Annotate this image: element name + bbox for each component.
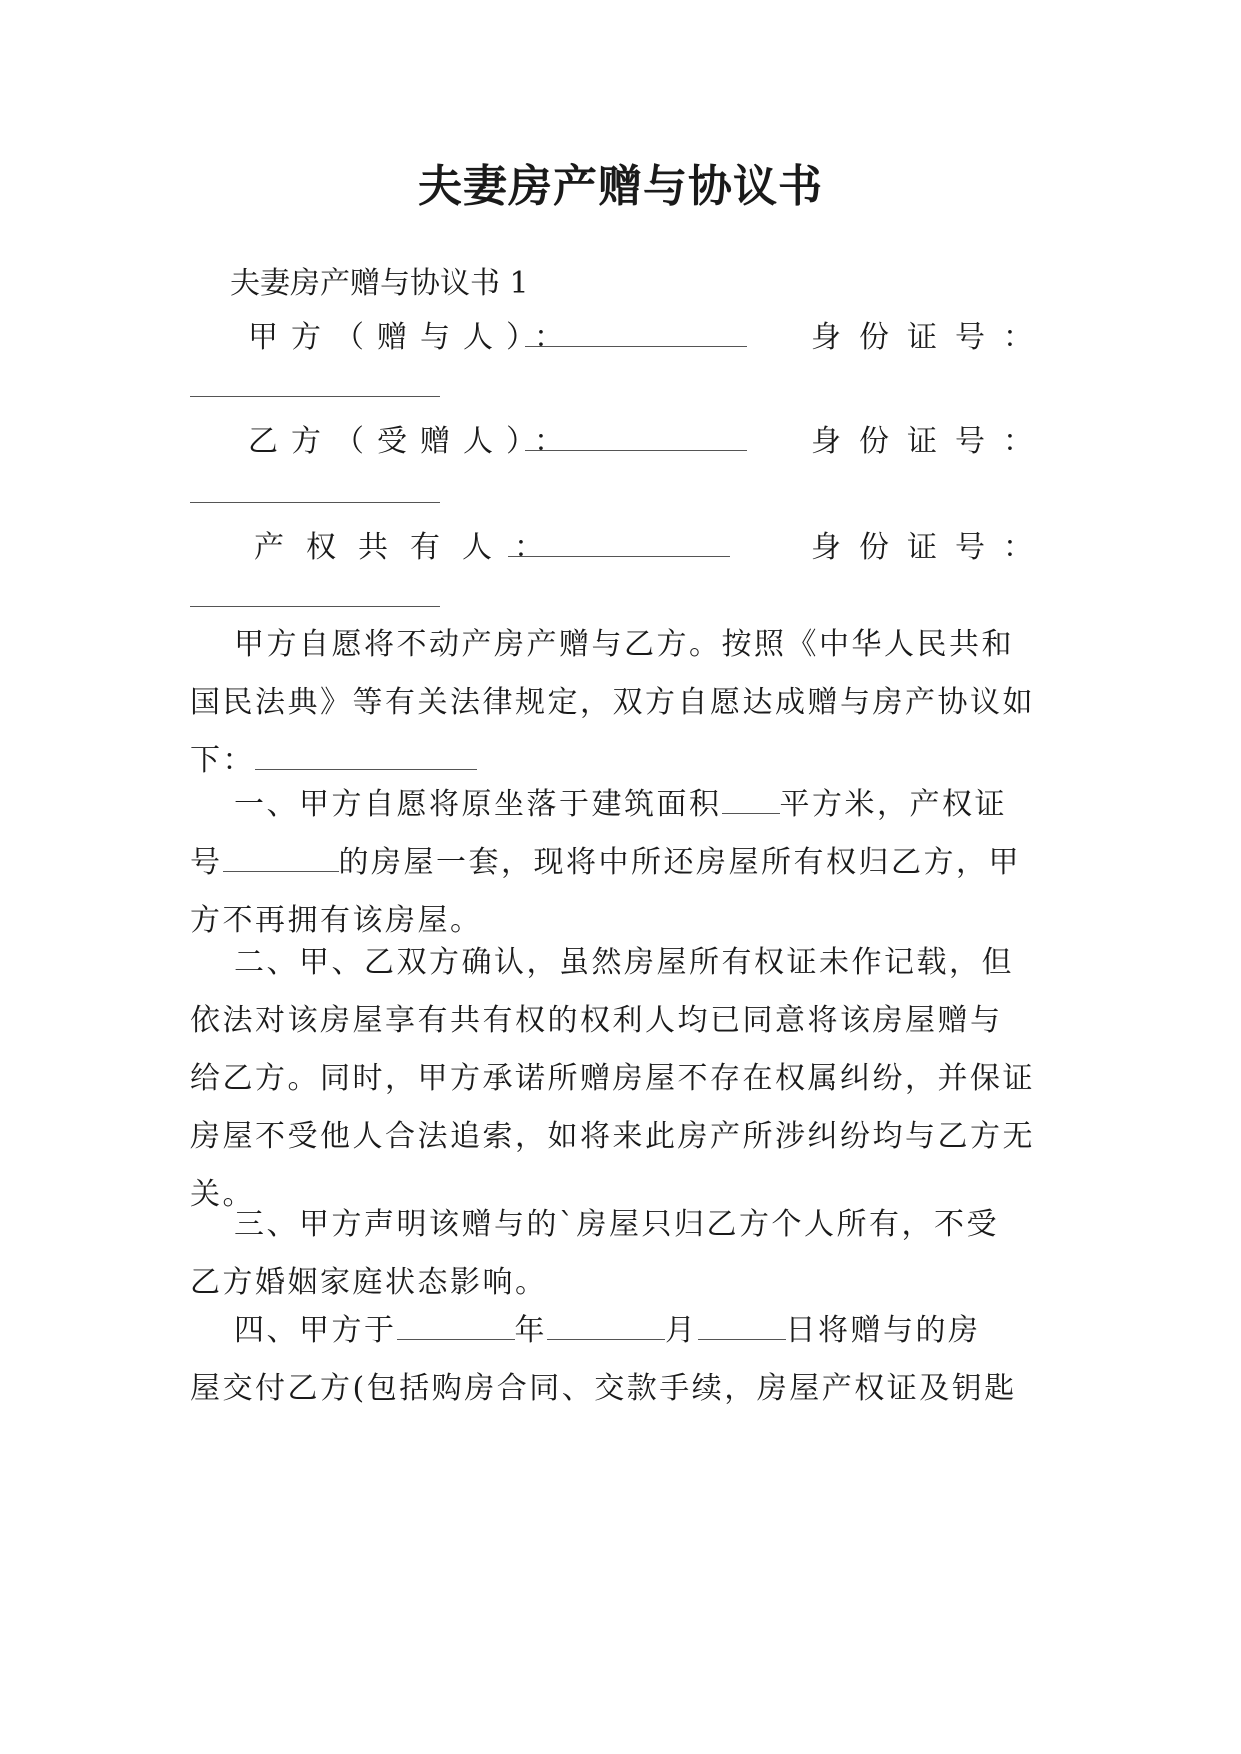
party-b-label: 乙方（受赠人）： [248, 424, 577, 459]
party-b-id-label: 身份证号： [811, 424, 1051, 459]
party-a-name-blank[interactable] [525, 318, 747, 347]
clause-4: 四、甲方于 年 月 日将赠与的房 屋交付乙方(包括购房合同、交款手续，房屋产权证及钥匙 [190, 1313, 1017, 1406]
co-owner-label: 产权共有人： [254, 530, 566, 565]
party-a-label: 甲方（赠与人）： [248, 320, 577, 355]
document-title: 夫妻房产赠与协议书 [418, 161, 823, 212]
intro-blank[interactable] [255, 741, 477, 770]
year-blank[interactable] [397, 1311, 515, 1340]
party-b-id-blank[interactable] [190, 502, 440, 503]
co-owner-id-label: 身份证号： [811, 530, 1051, 565]
certificate-number-blank[interactable] [223, 843, 339, 872]
co-owner-id-blank[interactable] [190, 606, 440, 607]
co-owner-name-blank[interactable] [508, 528, 730, 557]
clause-3: 三、甲方声明该赠与的`房屋只归乙方个人所有，不受 乙方婚姻家庭状态影响。 [190, 1207, 999, 1300]
area-blank[interactable] [722, 785, 780, 814]
day-blank[interactable] [698, 1311, 786, 1340]
document-subtitle: 夫妻房产赠与协议书 1 [230, 266, 529, 301]
party-a-id-label: 身份证号： [811, 320, 1051, 355]
party-a-id-blank[interactable] [190, 396, 440, 397]
month-blank[interactable] [547, 1311, 665, 1340]
party-b-name-blank[interactable] [525, 422, 747, 451]
intro-paragraph: 甲方自愿将不动产房产赠与乙方。按照《中华人民共和 国民法典》等有关法律规定，双方自愿达成赠与房产协议如 下： [190, 627, 1035, 778]
clause-2: 二、甲、乙双方确认，虽然房屋所有权证未作记载，但 依法对该房屋享有共有权的权利人均已同意将该房屋赠与 给乙方。同时，甲方承诺所赠房屋不存在权属纠纷，并保证 房屋不受他人合法追索，如将来此房产所涉纠纷均与乙方无 关。 [190, 945, 1035, 1212]
clause-1: 一、甲方自愿将原坐落于建筑面积 平方米，产权证 号 的房屋一套，现将中所还房屋所有权归乙方，甲 方不再拥有该房屋。 [190, 787, 1021, 938]
